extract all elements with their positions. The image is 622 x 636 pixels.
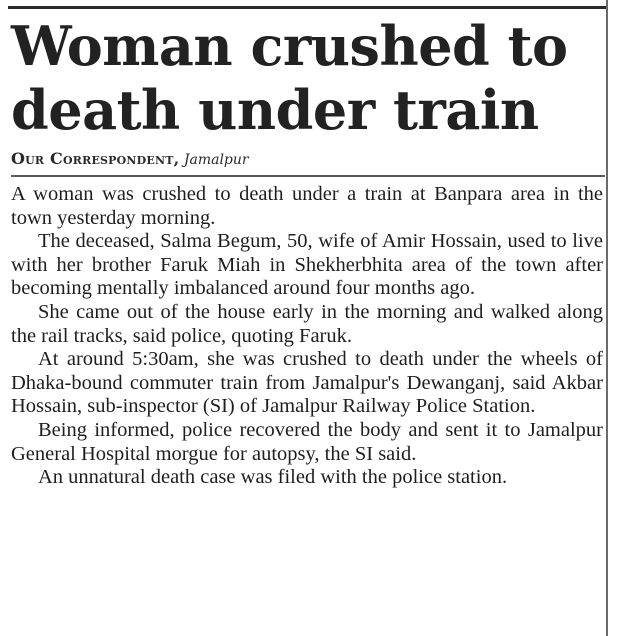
headline: Woman crushed to death under train <box>11 14 568 142</box>
news-article <box>11 14 603 490</box>
paragraph: At around 5:30am, she was crushed to death under the wheels of Dhaka-bound commuter train from Jamalpur's Dewanganj, said Akbar Hossain, sub-inspector (SI) of Jamalpur Railway Police Station. <box>11 348 603 418</box>
paragraph: Being informed, police recovered the body and sent it to Jamalpur General Hospital morgue for autopsy, the SI said. <box>11 418 603 465</box>
article-body <box>11 183 603 490</box>
top-rule <box>8 6 606 9</box>
byline <box>11 150 603 169</box>
byline-location: Jamalpur <box>183 152 249 168</box>
column-rule <box>606 0 608 636</box>
paragraph: A woman was crushed to death under a train at Banpara area in the town yesterday morning. <box>11 183 603 229</box>
paragraph: She came out of the house early in the morning and walked along the rail tracks, said police, quoting Faruk. <box>11 300 603 347</box>
byline-divider <box>11 175 605 177</box>
paragraph: An unnatural death case was filed with the police station. <box>38 466 508 489</box>
byline-name: Our Correspondent, <box>11 149 180 168</box>
paragraph: The deceased, Salma Begum, 50, wife of Amir Hossain, used to live with her brother Faruk Miah in Shekherbhita area of the town after becoming mentally imbalanced around four months ago. <box>11 230 603 300</box>
